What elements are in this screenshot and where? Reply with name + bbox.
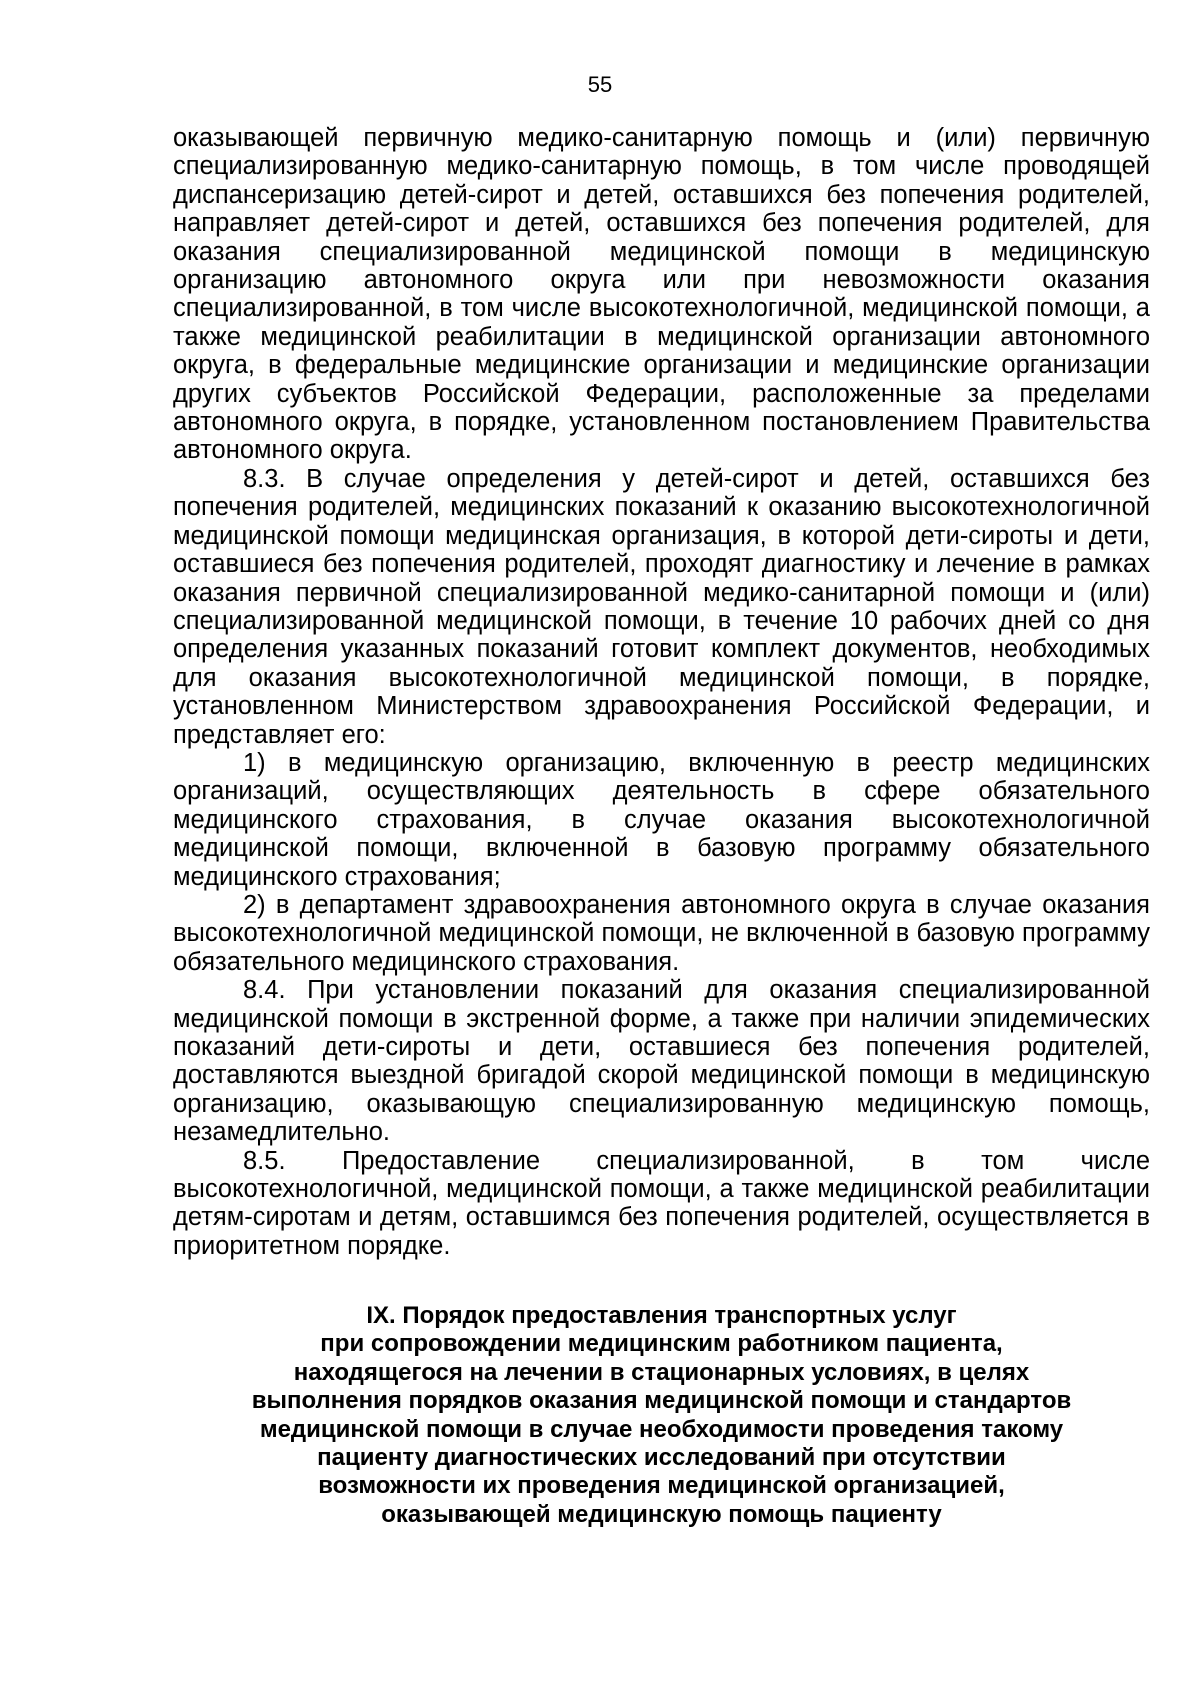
paragraph-8-5: 8.5. Предоставление специализированной, в том числе высокотехнологичной, медицинской помощи, а также медицинской реабилитации детям-сиротам и детям, оставшимся без попечения родителей, осуществляется в приоритетном порядке. — [173, 1146, 1150, 1260]
heading-line: IX. Порядок предоставления транспортных услуг — [366, 1302, 957, 1329]
section-heading — [173, 1302, 1150, 1529]
document-body — [173, 124, 1150, 1260]
heading-line: оказывающей медицинскую помощь пациенту — [381, 1500, 942, 1528]
heading-line: находящегося на лечении в стационарных условиях, в целях — [293, 1358, 1030, 1386]
list-item-2: 2) в департамент здравоохранения автономного округа в случае оказания высокотехнологичной медицинской помощи, не включенной в базовую программу обязательного медицинского страхования. — [173, 890, 1150, 976]
paragraph-8-4: 8.4. При установлении показаний для оказания специализированной медицинской помощи в экстренной форме, а также при наличии эпидемических показаний дети-сироты и дети, оставшиеся без попечения родителей, доставляются выездной бригадой скорой медицинской помощи в медицинскую организацию, оказывающую специализированную медицинскую помощь, незамедлительно. — [173, 976, 1150, 1147]
heading-line: выполнения порядков оказания медицинской помощи и стандартов — [251, 1387, 1072, 1415]
heading-line: пациенту диагностических исследований при отсутствии — [317, 1444, 1006, 1472]
heading-line: медицинской помощи в случае необходимости проведения такому — [259, 1415, 1064, 1443]
heading-line: при сопровождении медицинским работником пациента, — [320, 1330, 1003, 1358]
paragraph-continuation: оказывающей первичную медико-санитарную помощь и (или) первичную специализированную медико-санитарную помощь, в том числе проводящей диспансеризацию детей-сирот и детей, оставшихся без попечения родителей, направляет детей-сирот и детей, оставшихся без попечения родителей, для оказания специализированной медицинской помощи в медицинскую организацию автономного округа или при невозможности оказания специализированной, в том числе высокотехнологичной, медицинской помощи, а также медицинской реабилитации в медицинской организации автономного округа, в федеральные медицинские организации и медицинские организации других субъектов Российской Федерации, расположенные за пределами автономного округа, в порядке, установленном постановлением Правительства автономного округа. — [173, 124, 1150, 465]
page-number: 55 — [587, 72, 613, 97]
list-item-1: 1) в медицинскую организацию, включенную в реестр медицинских организаций, осуществляющих деятельность в сфере обязательного медицинского страхования, в случае оказания высокотехнологичной медицинской помощи, включенной в базовую программу обязательного медицинского страхования; — [173, 748, 1150, 891]
heading-line: возможности их проведения медицинской организацией, — [318, 1472, 1005, 1500]
paragraph-8-3: 8.3. В случае определения у детей-сирот и детей, оставшихся без попечения родителей, медицинских показаний к оказанию высокотехнологичной медицинской помощи медицинская организация, в которой дети-сироты и дети, оставшиеся без попечения родителей, проходят диагностику и лечение в рамках оказания первичной специализированной медико-санитарной помощи и (или) специализированной медицинской помощи, в течение 10 рабочих дней со дня определения указанных показаний готовит комплект документов, необходимых для оказания высокотехнологичной медицинской помощи, в порядке, установленном Министерством здравоохранения Российской Федерации, и представляет его: — [173, 464, 1150, 749]
